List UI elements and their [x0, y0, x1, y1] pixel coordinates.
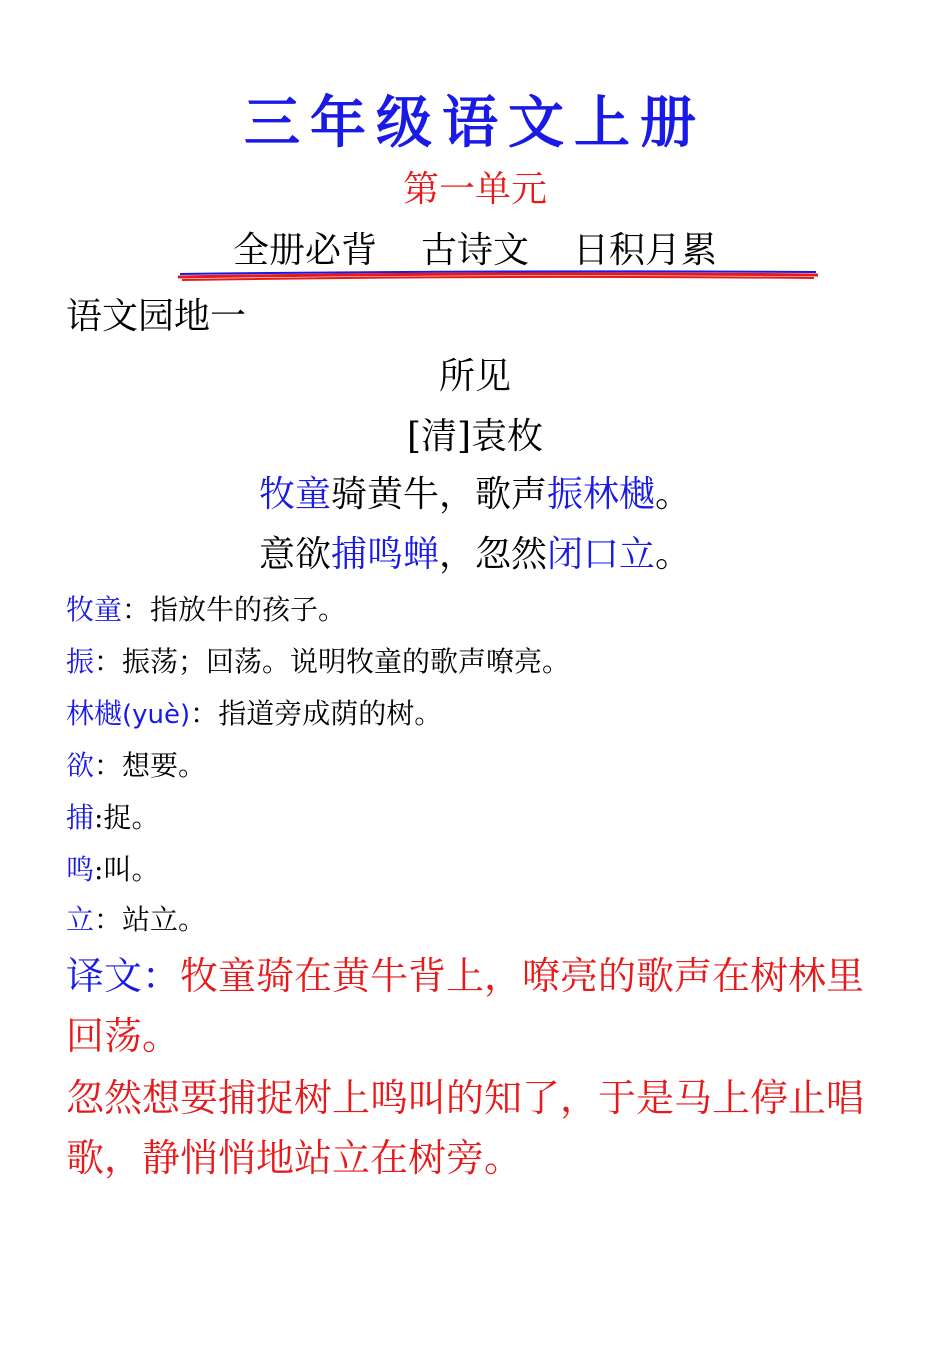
poem-text: 骑黄牛，歌声	[330, 474, 547, 515]
note-text: 指道旁成荫的树。	[218, 697, 443, 730]
poem-keyword: 闭口立	[547, 534, 656, 575]
note-item	[66, 694, 442, 735]
note-term: 鸣	[66, 853, 95, 886]
poem-title: 所见	[438, 356, 511, 397]
note-item	[66, 590, 346, 630]
poem-keyword: 牧童	[258, 474, 331, 515]
note-item	[66, 900, 206, 940]
note-term: 欲	[66, 749, 95, 782]
translation-text: 忽然想要捕捉树上鸣叫的知了，于是马上停止唱歌，静悄悄地站立在树旁。	[66, 1076, 865, 1180]
note-text: 指放牛的孩子。	[150, 593, 347, 626]
note-text: 捉。	[103, 801, 160, 834]
note-term: 振	[66, 645, 95, 678]
note-text: 站立。	[122, 903, 207, 936]
note-separator: ：	[94, 903, 123, 936]
poem-keyword: 捕鸣蝉	[330, 534, 439, 575]
note-term: 捕	[66, 801, 95, 834]
note-item	[66, 746, 206, 786]
poem-text: 意欲	[258, 534, 331, 575]
poem-keyword: 振林樾	[547, 474, 656, 515]
poem-text: 。	[655, 534, 692, 575]
banner-item: 古诗文	[420, 230, 529, 271]
note-item	[66, 642, 570, 682]
note-pinyin: (yuè)	[122, 700, 191, 730]
poem-text: 。	[655, 474, 692, 515]
translation-paragraph-1	[66, 946, 896, 1066]
poem-text: ，忽然	[438, 534, 547, 575]
translation-text: 牧童骑在黄牛背上，嘹亮的歌声在树林里回荡。	[66, 954, 865, 1058]
note-separator: ：	[122, 593, 151, 626]
translation-paragraph-2	[66, 1068, 896, 1188]
translation-label: 译文	[66, 954, 143, 998]
note-text: 想要。	[122, 749, 207, 782]
banner-underline-decoration	[178, 268, 818, 284]
note-text: 振荡；回荡。说明牧童的歌声嘹亮。	[122, 645, 571, 678]
unit-title: 第一单元	[402, 169, 547, 210]
page-title: 三年级语文上册	[244, 90, 706, 156]
note-item	[66, 798, 159, 838]
poem-line-1	[0, 470, 950, 520]
note-term: 牧童	[66, 593, 123, 626]
note-separator: ：	[94, 645, 123, 678]
note-separator: :	[94, 801, 104, 834]
note-item	[66, 850, 159, 890]
note-term: 立	[66, 903, 95, 936]
note-separator: :	[94, 853, 104, 886]
note-text: 叫。	[103, 853, 160, 886]
banner-item: 全册必背	[232, 230, 377, 271]
translation-separator: ：	[142, 954, 181, 998]
banner-item: 日积月累	[573, 230, 718, 271]
note-separator: ：	[94, 749, 123, 782]
note-separator: ：	[190, 697, 219, 730]
poem-line-2	[0, 530, 950, 580]
poem-author: [清]袁枚	[406, 416, 544, 457]
section-title: 语文园地一	[66, 296, 247, 337]
note-term: 林樾	[66, 697, 123, 730]
